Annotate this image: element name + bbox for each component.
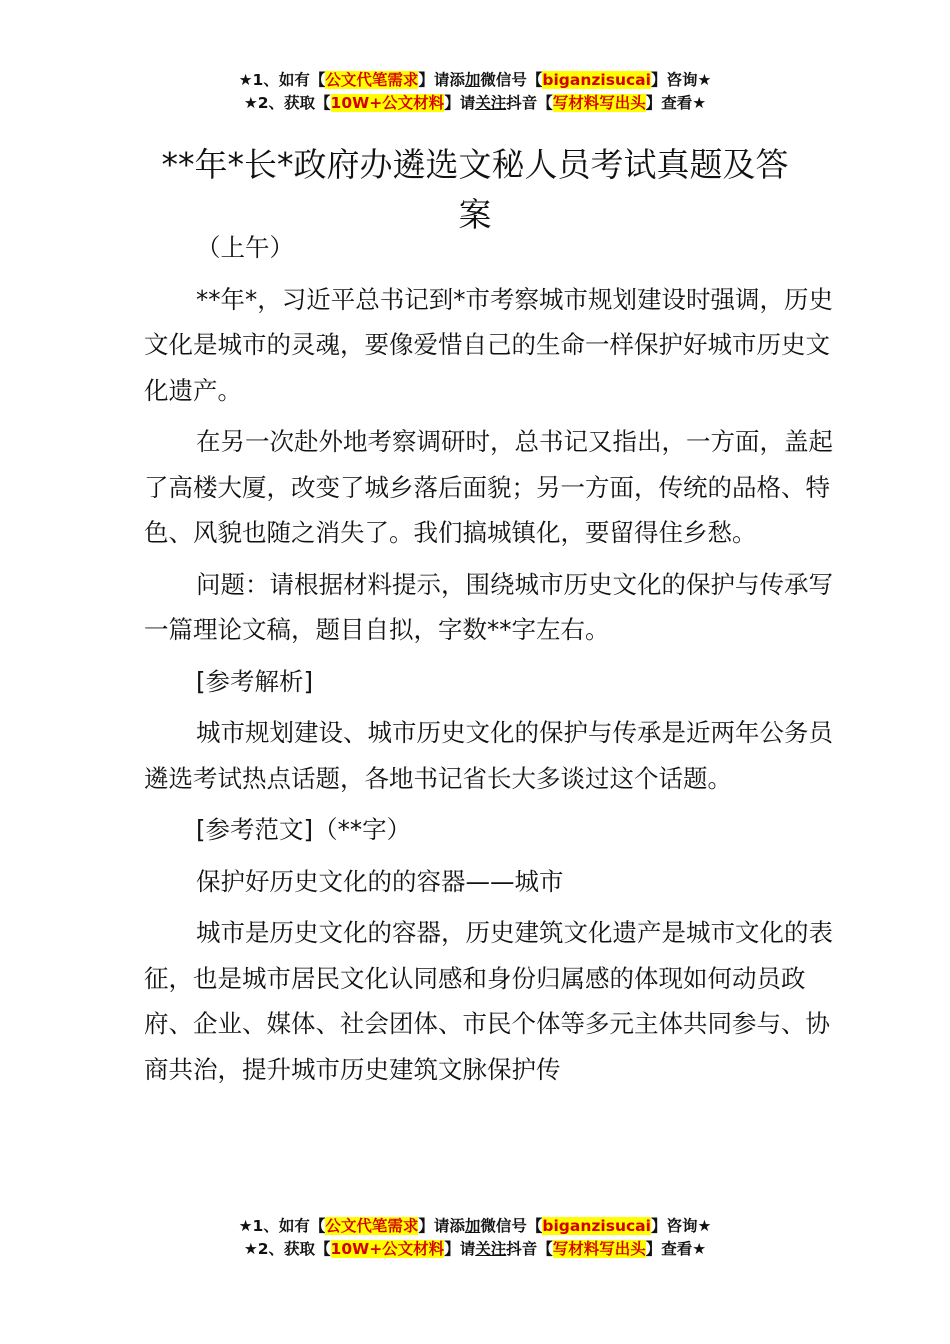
document-body: [144, 225, 834, 1092]
promo-text: 抖音【: [506, 1240, 553, 1258]
reference-analysis-heading: [参考解析]: [196, 666, 314, 696]
promo-text: 】请: [444, 94, 476, 112]
promo-wechat-id: biganzisucai: [542, 71, 651, 89]
promo-text: 】查看★: [645, 1240, 707, 1258]
promo-text: 】咨询★: [650, 1217, 712, 1235]
promo-text: 】查看★: [645, 94, 707, 112]
material-paragraph-2: 在另一次赴外地考察调研时，总书记又指出，一方面，盖起了高楼大厦，改变了城乡落后面貌；另一方面，传统的品格、特色、风貌也随之消失了。我们搞城镇化，要留得住乡愁。: [144, 427, 833, 547]
promo-highlight: 10W+公文材料: [330, 94, 445, 112]
promo-douyin-id: 写材料写出头: [552, 1240, 646, 1258]
material-paragraph-1: **年*，习近平总书记到*市考察城市规划建设时强调，历史文化是城市的灵魂，要像爱惜自己的生命一样保护好城市历史文化遗产。: [144, 284, 833, 405]
promo-text: ★1、如有【: [238, 1217, 326, 1235]
promo-highlight: 公文代笔需求: [325, 1217, 419, 1235]
promo-underlined: 加: [464, 71, 481, 89]
promo-banner-top: [0, 69, 950, 115]
document-title: **年*长*政府办遴选文秘人员考试真题及答案: [161, 145, 789, 235]
promo-text: ★1、如有【: [238, 71, 326, 89]
promo-text: 抖音【: [506, 94, 553, 112]
promo-underlined: 加: [464, 1217, 481, 1235]
analysis-paragraph: 城市规划建设、城市历史文化的保护与传承是近两年公务员遴选考试热点话题，各地书记省长大多谈过这个话题。: [144, 718, 833, 793]
promo-line-2: [0, 92, 950, 115]
promo-line-2: [0, 1238, 950, 1261]
promo-underlined: 关注: [475, 94, 507, 112]
promo-text: ★2、获取【: [243, 1240, 331, 1258]
promo-highlight: 公文代笔需求: [325, 71, 419, 89]
promo-text: 】请添: [418, 71, 465, 89]
promo-wechat-id: biganzisucai: [542, 1217, 651, 1235]
promo-line-1: [0, 1215, 950, 1238]
question-paragraph: 问题：请根据材料提示，围绕城市历史文化的保护与传承写一篇理论文稿，题目自拟，字数**字左右。: [144, 569, 833, 644]
promo-text: ★2、获取【: [243, 94, 331, 112]
promo-underlined: 关注: [475, 1240, 507, 1258]
promo-text: 微信号【: [480, 71, 543, 89]
essay-paragraph-1: 城市是历史文化的容器，历史建筑文化遗产是城市文化的表征，也是城市居民文化认同感和身份归属感的体现如何动员政府、企业、媒体、社会团体、市民个体等多元主体共同参与、协商共治，提升城市历史建筑文脉保护传: [144, 918, 833, 1084]
promo-text: 】请: [444, 1240, 476, 1258]
sample-essay-title: 保护好历史文化的的容器——城市: [196, 866, 564, 896]
promo-highlight: 10W+公文材料: [330, 1240, 445, 1258]
session-label: （上午）: [196, 233, 294, 262]
promo-text: 】咨询★: [650, 71, 712, 89]
promo-text: 】请添: [418, 1217, 465, 1235]
promo-douyin-id: 写材料写出头: [552, 94, 646, 112]
promo-banner-bottom: [0, 1215, 950, 1261]
promo-line-1: [0, 69, 950, 92]
promo-text: 微信号【: [480, 1217, 543, 1235]
sample-essay-heading: [参考范文]（**字）: [196, 815, 412, 844]
